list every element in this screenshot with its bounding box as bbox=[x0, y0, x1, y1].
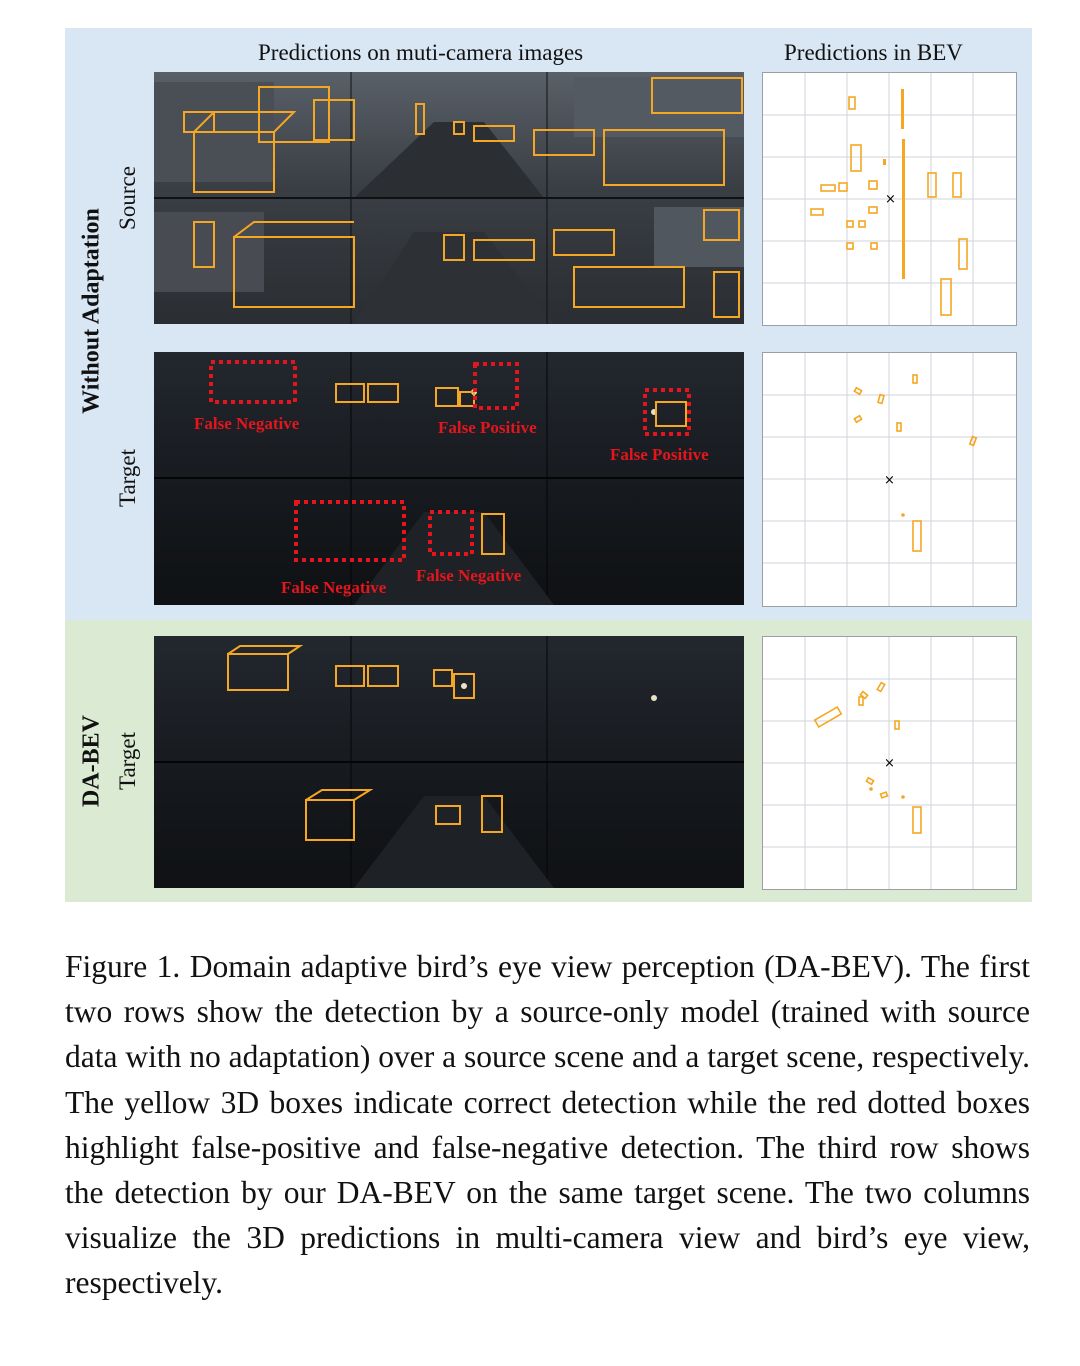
bev-column-title: Predictions in BEV bbox=[784, 40, 963, 65]
source-row-label: Source bbox=[115, 166, 140, 230]
target-camera-image bbox=[154, 352, 744, 605]
target-row-label: Target bbox=[115, 449, 140, 507]
da-target-row-label: Target bbox=[115, 732, 140, 790]
figure-caption: Figure 1. Domain adaptive bird’s eye view perception (DA-BEV). The first two rows show the detection by a source-only model (trained with source data with no adaptation) over a source scene and a target scene, respectively. The yellow 3D boxes indicate correct detection while the red dotted boxes highlight false-positive and false-negative detection. The third row shows the detection by our DA-BEV on the same target scene. The two columns visualize the 3D predictions in multi-camera view and bird’s eye view, respectively. bbox=[65, 949, 1030, 1301]
false-negative-label-top: False Negative bbox=[194, 414, 300, 433]
without-adaptation-label: Without Adaptation bbox=[78, 208, 105, 414]
false-negative-label-bottom-center: False Negative bbox=[416, 566, 522, 585]
camera-column-title: Predictions on muti-camera images bbox=[258, 40, 584, 65]
da-bev-bev-plot bbox=[762, 636, 1017, 890]
false-negative-label-bottom-left: False Negative bbox=[281, 578, 387, 597]
source-bev-plot bbox=[762, 72, 1017, 326]
target-bev-plot bbox=[762, 352, 1017, 607]
false-positive-label-right: False Positive bbox=[610, 445, 709, 464]
source-camera-image bbox=[154, 72, 744, 324]
svg-text:×: × bbox=[885, 192, 896, 207]
da-bev-camera-image bbox=[154, 636, 744, 888]
da-bev-label: DA-BEV bbox=[78, 714, 105, 808]
false-positive-label-center: False Positive bbox=[438, 418, 537, 437]
svg-text:×: × bbox=[884, 473, 895, 488]
svg-text:×: × bbox=[884, 756, 895, 771]
